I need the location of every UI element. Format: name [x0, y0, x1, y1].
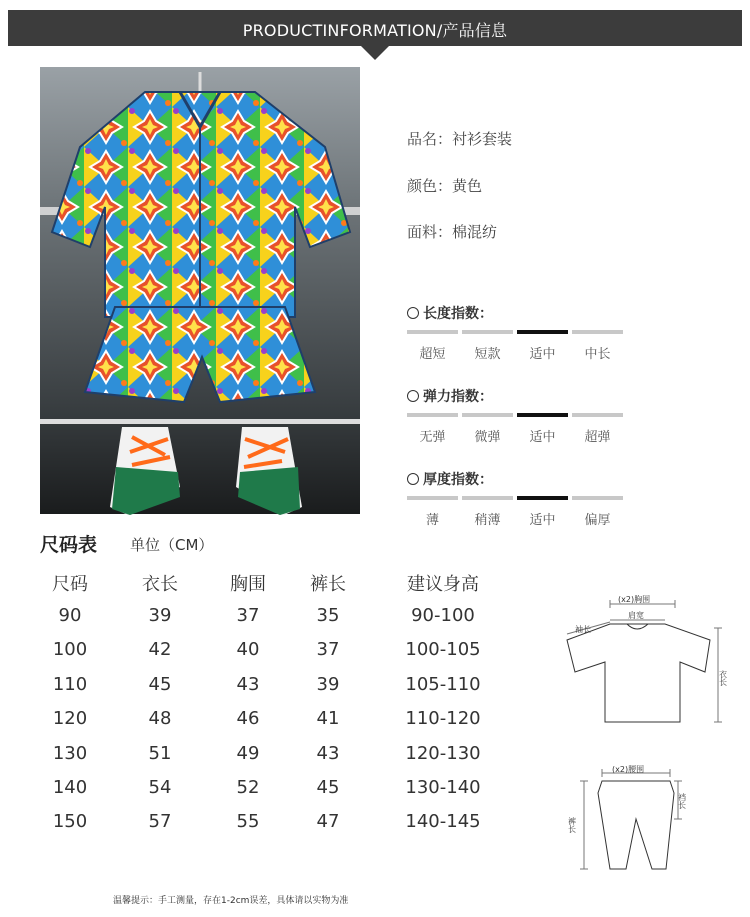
table-cell: 39 [316, 673, 340, 695]
table-cell: 110-120 [405, 708, 481, 730]
table-cell: 48 [148, 708, 172, 730]
index-option: 适中 [529, 347, 556, 362]
table-cell: 57 [148, 811, 172, 833]
size-chart-title: 尺码表 [40, 534, 98, 556]
table-cell: 105-110 [405, 673, 481, 695]
thickness-index-labels [407, 509, 623, 528]
sleeve-label: 袖长 [575, 625, 591, 634]
product-fabric: 面料：棉混纺 [407, 223, 498, 241]
index-option: 超弹 [584, 430, 611, 445]
table-cell: 41 [316, 708, 340, 730]
scale-segment-active [517, 330, 568, 334]
top-length-label: 衣长 [718, 670, 728, 686]
table-cell: 150 [52, 811, 88, 833]
header-notch [361, 46, 389, 60]
table-cell: 46 [236, 708, 260, 730]
footnote: 温馨提示：手工测量，存在1-2cm误差，具体请以实物为准 [113, 896, 349, 906]
scale-segment-active [517, 413, 568, 417]
index-option: 偏厚 [584, 513, 611, 528]
table-cell: 120-130 [405, 742, 481, 764]
index-option: 无弹 [419, 430, 446, 445]
thickness-index-title: 厚度指数： [407, 469, 493, 489]
product-photo [40, 67, 360, 514]
elasticity-index-labels [407, 426, 623, 445]
chest-label: (x2)胸围 [618, 595, 651, 604]
table-header-cell: 尺码 [52, 574, 88, 595]
table-cell: 47 [316, 811, 340, 833]
index-option: 稍薄 [474, 513, 501, 528]
table-cell: 90-100 [411, 605, 475, 626]
table-cell: 37 [316, 639, 340, 661]
rise-label: 裆长 [677, 793, 687, 809]
table-header-cell: 建议身高 [407, 574, 479, 595]
table-header-cell: 胸围 [230, 574, 266, 595]
scale-segment [462, 496, 513, 500]
scale-segment [407, 413, 458, 417]
table-cell: 130-140 [405, 777, 481, 798]
header-title: PRODUCTINFORMATION/产品信息 [242, 21, 508, 40]
elasticity-index-title: 弹力指数： [407, 386, 493, 406]
circle-icon [407, 390, 419, 402]
index-option: 适中 [529, 513, 556, 528]
table-header-cell: 裤长 [310, 574, 346, 595]
scale-segment [572, 330, 623, 334]
table-cell: 45 [148, 673, 172, 695]
scale-segment [462, 413, 513, 417]
index-option: 超短 [419, 347, 446, 362]
length-index-title: 长度指数： [407, 303, 493, 323]
product-color: 颜色：黄色 [407, 177, 483, 195]
table-cell: 130 [52, 742, 88, 764]
pants-measurement-diagram [567, 765, 700, 884]
circle-icon [407, 473, 419, 485]
table-cell: 120 [52, 708, 88, 730]
table-cell: 51 [148, 742, 172, 764]
index-option: 适中 [529, 430, 556, 445]
scale-segment [572, 496, 623, 500]
thickness-index-scale [407, 496, 623, 500]
pants-length-label: 裤长 [567, 817, 577, 833]
shoulder-label: 肩宽 [628, 611, 644, 620]
product-name: 品名：衬衫套装 [407, 130, 513, 148]
scale-segment [572, 413, 623, 417]
table-cell: 100 [52, 639, 88, 661]
elasticity-index-scale [407, 413, 623, 417]
header-bar [8, 10, 742, 46]
scale-segment [407, 330, 458, 334]
index-option: 薄 [425, 513, 439, 528]
length-index-scale [407, 330, 623, 334]
table-cell: 39 [148, 605, 172, 626]
length-index-labels [407, 343, 623, 362]
scale-segment [462, 330, 513, 334]
index-option: 微弹 [474, 430, 501, 445]
table-cell: 35 [316, 605, 340, 626]
table-cell: 43 [316, 742, 340, 764]
table-cell: 45 [316, 777, 340, 798]
table-cell: 37 [236, 605, 260, 626]
table-cell: 42 [148, 639, 172, 661]
table-cell: 90 [58, 605, 82, 626]
table-cell: 54 [148, 777, 172, 798]
table-cell: 110 [52, 673, 88, 695]
circle-icon [407, 307, 419, 319]
table-cell: 52 [236, 777, 260, 798]
table-cell: 49 [236, 742, 260, 764]
table-cell: 43 [236, 673, 260, 695]
scale-segment-active [517, 496, 568, 500]
size-chart-unit: 单位（CM） [130, 536, 214, 554]
waist-label: (x2)腰围 [612, 765, 645, 774]
table-cell: 40 [236, 639, 260, 661]
index-option: 短款 [474, 347, 501, 362]
table-cell: 140 [52, 777, 88, 798]
shirt-measurement-diagram [555, 590, 735, 734]
index-option: 中长 [584, 347, 611, 362]
scale-segment [407, 496, 458, 500]
table-cell: 100-105 [405, 639, 481, 661]
table-header-cell: 衣长 [142, 574, 178, 595]
table-cell: 55 [236, 811, 260, 833]
table-cell: 140-145 [405, 811, 481, 833]
